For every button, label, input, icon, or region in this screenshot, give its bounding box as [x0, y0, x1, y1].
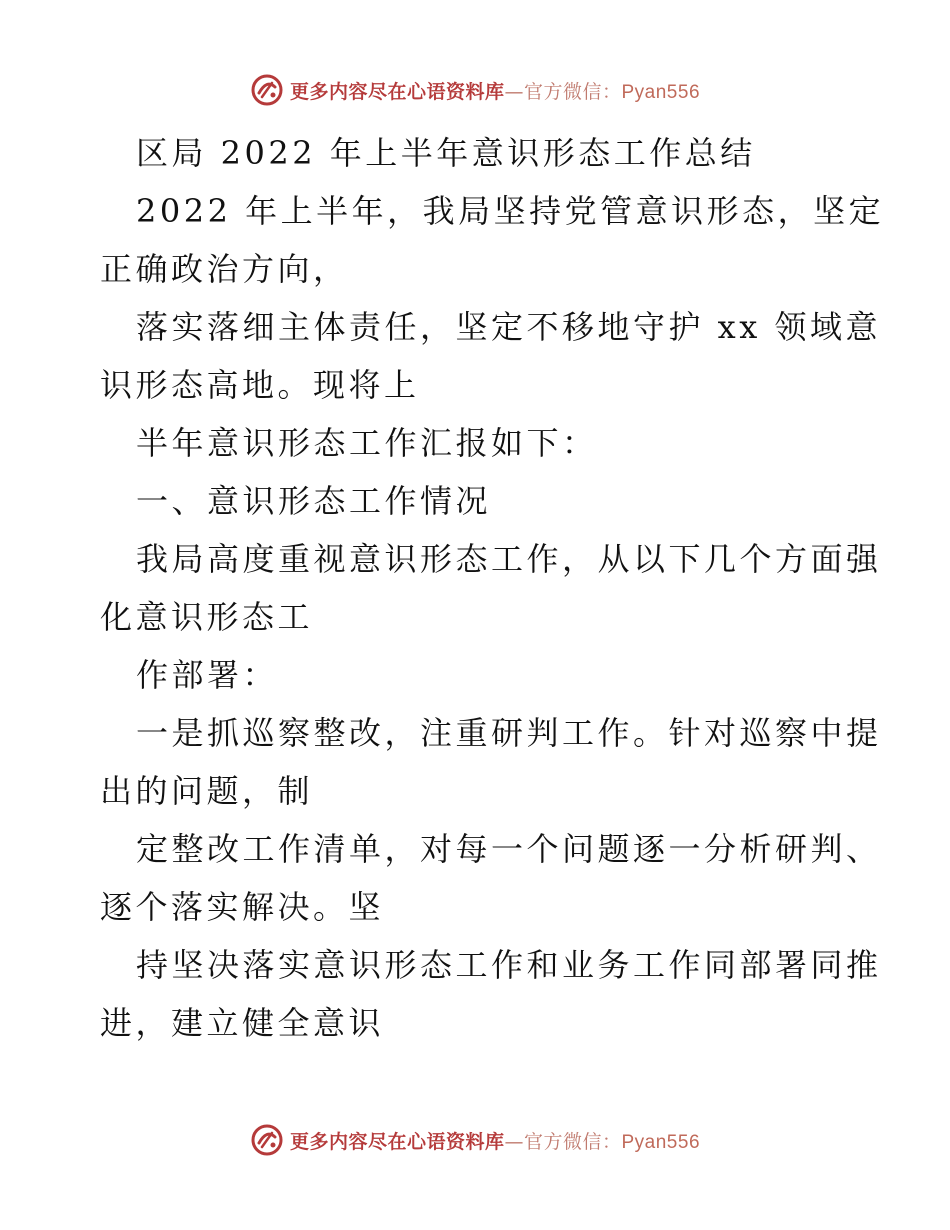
section-heading: 一、意识形态工作情况 — [136, 482, 492, 520]
document-title: 区局 2022 年上半年意识形态工作总结 — [136, 134, 756, 172]
logo-swirl-icon — [250, 73, 284, 107]
text-line: 识形态高地。现将上 — [100, 366, 420, 404]
document-body — [100, 124, 885, 1052]
text-line: 作部署： — [136, 656, 279, 694]
header-banner — [0, 70, 950, 110]
banner-account: Pyan556 — [621, 81, 701, 103]
text-line: 化意识形态工 — [100, 598, 314, 636]
text-line: 正确政治方向， — [100, 250, 349, 288]
banner-sub-text: 官方微信： — [523, 1130, 622, 1153]
text-line: 我局高度重视意识形态工作，从以下几个方面强 — [136, 540, 882, 578]
text-line: 2022 年上半年，我局坚持党管意识形态，坚定 — [136, 192, 885, 230]
text-line: 持坚决落实意识形态工作和业务工作同部署同推 — [136, 946, 882, 984]
text-line: 一是抓巡察整改，注重研判工作。针对巡察中提 — [136, 714, 882, 752]
banner-dash: — — [504, 1130, 524, 1153]
text-line: 进，建立健全意识 — [100, 1004, 385, 1042]
banner-main-text: 更多内容尽在心语资料库 — [289, 1130, 505, 1153]
text-line: 出的问题，制 — [100, 772, 314, 810]
text-line: 半年意识形态工作汇报如下： — [136, 424, 598, 462]
text-line: 定整改工作清单，对每一个问题逐一分析研判、 — [136, 830, 882, 868]
banner-sub-text: 官方微信： — [523, 80, 622, 103]
text-line: 逐个落实解决。坚 — [100, 888, 385, 926]
text-line: 落实落细主体责任，坚定不移地守护 xx 领域意 — [136, 308, 881, 346]
banner-dash: — — [504, 80, 524, 103]
footer-banner — [0, 1120, 950, 1160]
banner-main-text: 更多内容尽在心语资料库 — [289, 80, 505, 103]
banner-account: Pyan556 — [621, 1131, 701, 1153]
logo-swirl-icon — [250, 1123, 284, 1157]
